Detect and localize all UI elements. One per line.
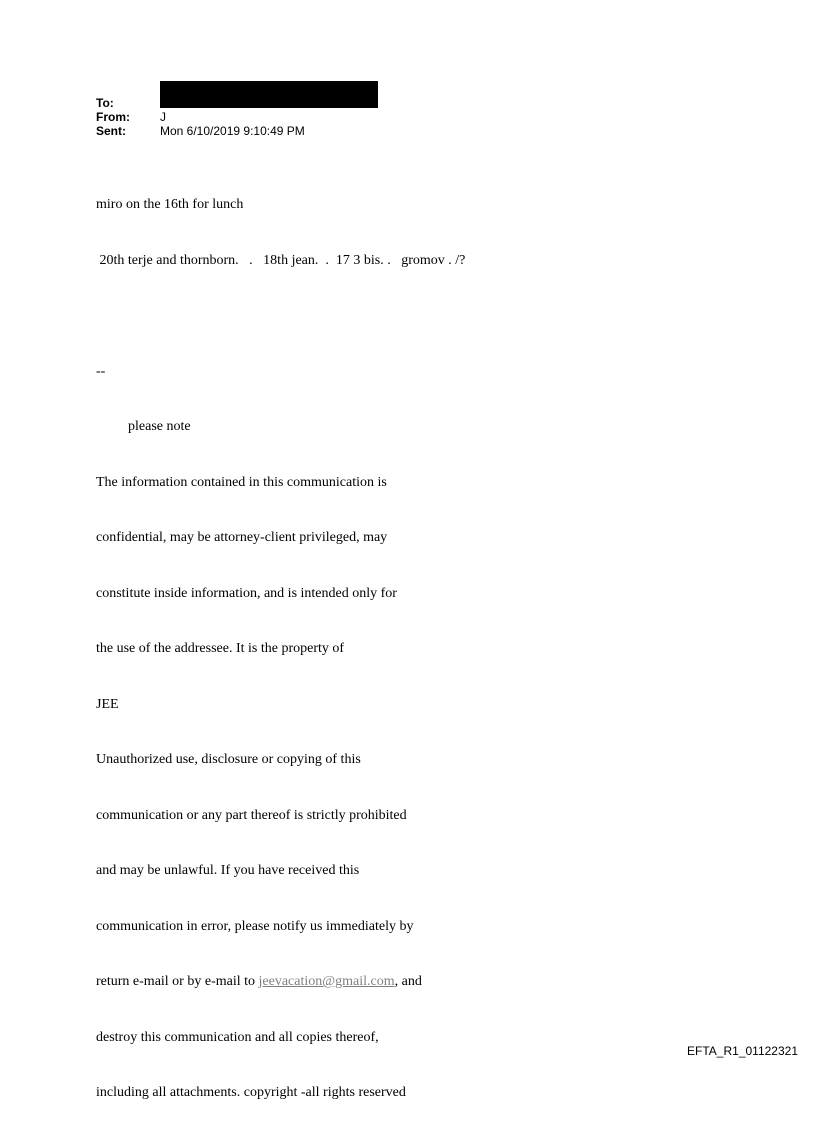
disclaimer-line: the use of the addressee. It is the property of [96,641,345,656]
disclaimer-line: confidential, may be attorney-client privileged, may [96,530,388,545]
disclaimer-line: JEE [96,696,119,712]
from-label: From: [96,110,130,124]
disclaimer-line: including all attachments. copyright -all rights reserved [96,1085,406,1100]
spacer [96,307,465,326]
to-row [96,96,305,110]
disclaimer-line: constitute inside information, and is intended only for [96,585,397,601]
disclaimer-line: Unauthorized use, disclosure or copying of this [96,752,361,767]
disclaimer-line: communication in error, please notify us immediately by [96,918,414,934]
sent-label: Sent: [96,124,126,138]
sent-value: Mon 6/10/2019 9:10:49 PM [160,124,305,138]
disclaimer-return-line [96,973,465,992]
please-note: please note [128,419,191,434]
disclaimer-line: destroy this communication and all copies thereof, [96,1029,379,1045]
message-line-1: miro on the 16th for lunch [96,197,244,212]
from-value: J [160,110,166,124]
return-prefix: return e-mail or by e-mail to [96,974,259,989]
to-label: To: [96,96,114,110]
message-line-2: 20th terje and thornborn. . 18th jean. . 17 3 bis. . gromov . /? [96,252,466,268]
disclaimer-line: and may be unlawful. If you have received this [96,863,360,878]
signature-separator: -- [96,363,106,379]
email-header [96,96,305,138]
from-row [96,110,305,124]
disclaimer-line: The information contained in this communication is [96,474,387,490]
email-body [96,159,465,1121]
disclaimer-line: communication or any part thereof is strictly prohibited [96,807,407,823]
return-suffix: , and [394,974,422,989]
document-id: EFTA_R1_01122321 [687,1044,798,1058]
email-link[interactable]: jeevacation@gmail.com [258,974,395,989]
sent-row [96,124,305,138]
